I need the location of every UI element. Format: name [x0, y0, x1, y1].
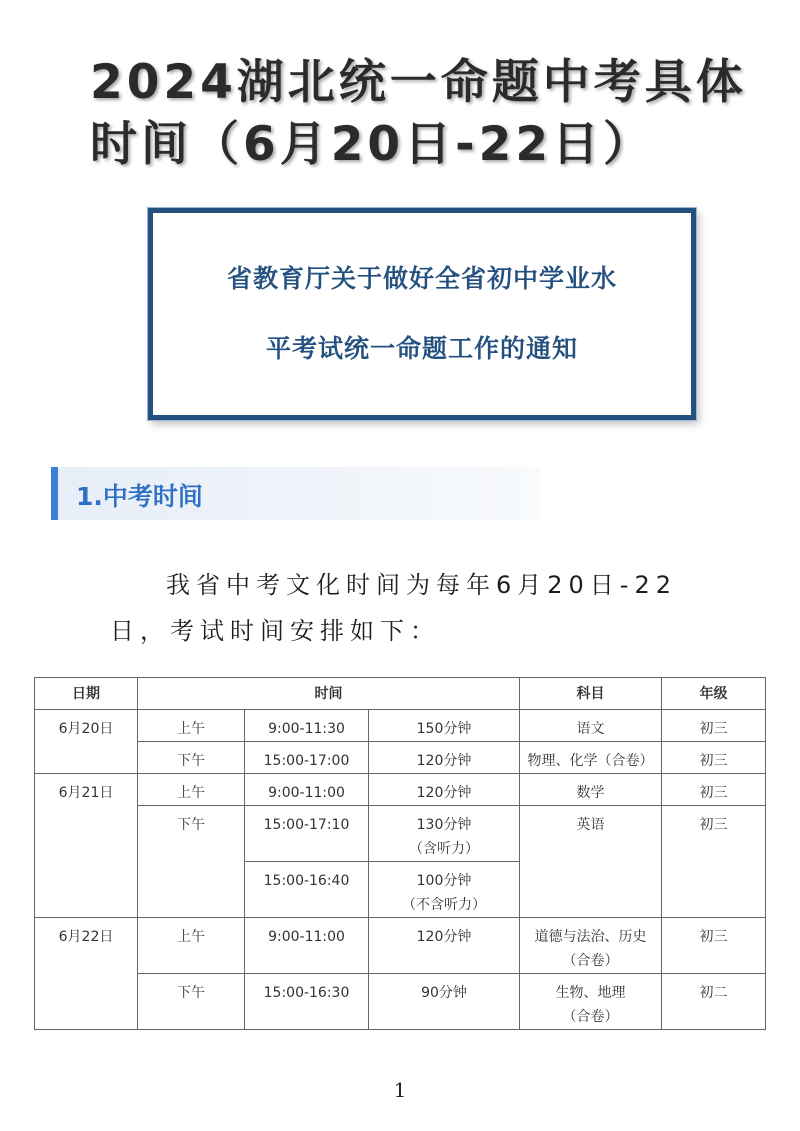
date-cell: 6月22日: [35, 918, 138, 1030]
table-row: [35, 710, 766, 742]
duration-cell: 90分钟: [369, 974, 520, 1030]
table-row: [35, 806, 766, 862]
grade-cell: 初三: [662, 710, 766, 742]
period-cell: 上午: [138, 710, 245, 742]
period-cell: 下午: [138, 806, 245, 918]
table-row: [35, 742, 766, 774]
subject-name: 生物、地理: [555, 985, 626, 1001]
page-number: 1: [393, 1078, 407, 1102]
duration-cell: [369, 806, 520, 862]
title-line-2: 时间（6月20日-22日）: [90, 117, 655, 172]
notice-box: [148, 208, 696, 420]
table-header-row: [35, 678, 766, 710]
grade-cell: 初三: [662, 774, 766, 806]
subject-cell: 数学: [520, 774, 662, 806]
duration-cell: 150分钟: [369, 710, 520, 742]
period-cell: 下午: [138, 974, 245, 1030]
period-cell: 下午: [138, 742, 245, 774]
subject-name: 道德与法治、历史: [534, 929, 647, 945]
section-heading: 1.中考时间: [76, 482, 203, 511]
header-time: 时间: [138, 678, 520, 710]
time-cell: 15:00-17:10: [245, 806, 369, 862]
subject-cell: 英语: [520, 806, 662, 918]
grade-cell: 初三: [662, 806, 766, 918]
date-cell: 6月21日: [35, 774, 138, 918]
subject-cell: [520, 918, 662, 974]
duration-cell: 120分钟: [369, 742, 520, 774]
duration-cell: 120分钟: [369, 774, 520, 806]
notice-line-2: 平考试统一命题工作的通知: [265, 334, 578, 363]
time-cell: 9:00-11:00: [245, 918, 369, 974]
time-cell: 9:00-11:30: [245, 710, 369, 742]
title-line-1: 2024湖北统一命题中考具体: [90, 55, 747, 110]
header-date: 日期: [35, 678, 138, 710]
duration-value: 100分钟: [416, 873, 472, 889]
subject-note: （合卷）: [562, 1009, 619, 1025]
time-cell: 15:00-16:40: [245, 862, 369, 918]
subject-cell: [520, 974, 662, 1030]
grade-cell: 初三: [662, 742, 766, 774]
section-header: [51, 467, 540, 520]
header-subject: 科目: [520, 678, 662, 710]
period-cell: 上午: [138, 918, 245, 974]
subject-cell: 物理、化学（合卷）: [520, 742, 662, 774]
page-title: [90, 52, 750, 176]
duration-value: 130分钟: [416, 817, 472, 833]
table-row: [35, 918, 766, 974]
table-row: [35, 774, 766, 806]
exam-schedule-table: [34, 677, 766, 1030]
period-cell: 上午: [138, 774, 245, 806]
time-cell: 15:00-16:30: [245, 974, 369, 1030]
duration-note: （含听力）: [409, 841, 479, 857]
time-cell: 9:00-11:00: [245, 774, 369, 806]
grade-cell: 初二: [662, 974, 766, 1030]
date-cell: 6月20日: [35, 710, 138, 774]
time-cell: 15:00-17:00: [245, 742, 369, 774]
duration-cell: [369, 862, 520, 918]
notice-line-1: 省教育厅关于做好全省初中学业水: [226, 264, 617, 293]
table-row: [35, 974, 766, 1030]
subject-note: （合卷）: [562, 953, 619, 969]
intro-paragraph: 我省中考文化时间为每年6月20日-22日，考试时间安排如下：: [110, 571, 678, 645]
duration-cell: 120分钟: [369, 918, 520, 974]
subject-cell: 语文: [520, 710, 662, 742]
grade-cell: 初三: [662, 918, 766, 974]
header-grade: 年级: [662, 678, 766, 710]
duration-note: （不含听力）: [402, 897, 486, 913]
